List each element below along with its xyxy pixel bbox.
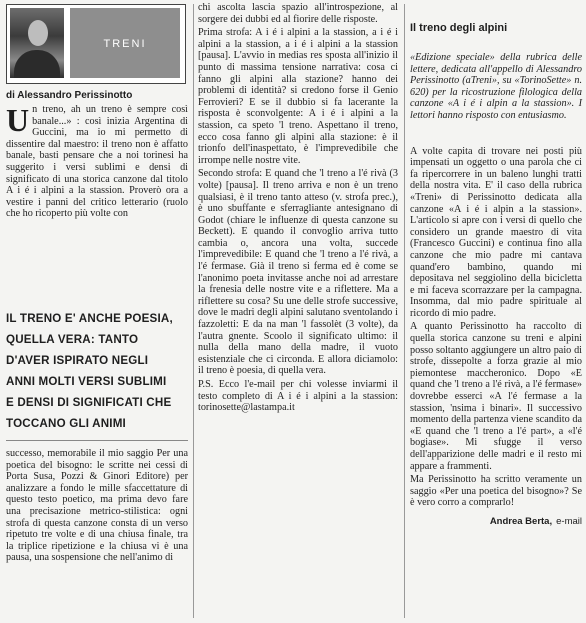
- letter-p1: A volte capita di trovare nei posti più impensati un oggetto o una parola che ci fa ripercorrere in un baleno lunghi tratti della nostra vita. E' il caso della rubrica «Treni» di Perissinotto dedicata alla canzone «A i é i alpin a la stassion». L'articolo si apre con i versi di quello che considero un grande maestro di vita (Francesco Guccini) e continua fino alla canzone che mio padre mi cantava quand'ero bambino, quando mi depositava nel seggiolino della bicicletta e mi faceva scorrazzare per la campagna. Insomma, dal mio padre spirituale al ricordo di mio padre.: [410, 145, 582, 319]
- pull-quote-line: ANNI MOLTI VERSI SUBLIMI: [6, 375, 167, 388]
- letters-title: Il treno degli alpini: [410, 22, 508, 34]
- col1-after-text: successo, memorabile il mio saggio Per una poetica del bisogno: le scritte nei cessi di Porta Susa, Pozzi & Ginori Editore) per analizzare a fondo le mille sfaccettature di questo testo poetico, ma prima devo fare una precisazione metrico-stilistica: ogni strofa di questa canzone consta di un verso ripetuto tre volte e di una chiusa finale, tra la triplice ripetizione e la chiusa vi è una pausa, una sospensione che nell'animo di: [6, 448, 188, 564]
- pull-quote-line: TOCCANO GLI ANIMI: [6, 417, 126, 430]
- pull-quote-line: D'AVER ISPIRATO NEGLI: [6, 354, 149, 367]
- author-photo: [10, 8, 64, 78]
- letter-signature-suffix: e-mail: [556, 515, 582, 527]
- col1-intro: [6, 104, 188, 222]
- col1-after: [6, 448, 188, 566]
- column-rule: [404, 4, 405, 618]
- col2-p1: chi ascolta lascia spazio all'introspezione, al sorgere dei dubbi ed al fiorire delle risposte.: [198, 2, 398, 25]
- byline: di Alessandro Perissinotto: [6, 90, 133, 101]
- letter-p3: Ma Perissinotto ha scritto veramente un saggio «Per una poetica del bisogno»? Se è vero corro a comprarlo!: [410, 474, 582, 509]
- author-shoulders: [14, 50, 60, 78]
- col2-p4: P.S. Ecco l'e-mail per chi volesse inviarmi il testo completo di A i é i alpini a la stassion: torinosette@lastampa.it: [198, 379, 398, 414]
- col3: [410, 22, 582, 529]
- col2-p2: Prima strofa: A i é i alpini a la stassion, a i é i alpini a la stassion, a i é i alpini a la stassion [pausa]. L'avvio in medias res sposta all'inizio il punto di massima tensione narrativa: cosa ci fanno gli alpini alla stazione? hanno dei problemi di identità? si credono forse il Genio Ferrovieri? E se il dubbio si fa lacerante la risposta è sconvolgente: A i é i alpini a la stassion, ca speto 'l treno. Aspettano il treno, ecco cosa fanno gli alpini alla stazione: è il trionfo dell'inaspettato, è l'imprevedibile che irrompe nelle nostre vite.: [198, 27, 398, 166]
- letter-p2: A quanto Perissinotto ha raccolto di quella storica canzone su treni e alpini posso soltanto aggiungere un altro paio di strofe, dissepolte a forza grazie al mio piemontese maccheronico. Dopo «E quand che 'l treno a l'é rivà, a l'é fermase» dovrebbe esserci «A l'é fermase a la stassion, 'nsima i binari». Il successivo momento della partenza viene scandito da «E quand che 'l treno a l'é part», a «l'é bogiase». Mi sfugge il verso dell'apparizione delle madri e il resto mi appare a frammenti.: [410, 321, 582, 472]
- pull-quote-line: QUELLA VERA: TANTO: [6, 333, 139, 346]
- drop-cap: U: [6, 102, 30, 138]
- letter-signature: Andrea Berta,: [489, 515, 553, 527]
- column-rule: [193, 4, 194, 618]
- rubric-title: TRENI: [103, 38, 147, 50]
- col2: [198, 2, 398, 416]
- pull-quote-line: IL TRENO E' ANCHE POESIA,: [6, 312, 173, 325]
- col2-p3: Secondo strofa: E quand che 'l treno a l'é rivà (3 volte) [pausa]. Il treno arriva e non è un treno qualsiasi, è il treno tanto atteso (v. strofa prec.), è uno sbuffante e sferragliante antesignano di Godot (chiare le influenze di questa canzone su Beckett). E quando il convoglio arriva tutto cambia o, ancora una volta, succede l'imprevedibile: E quand che 'l treno a l'é rivà, a l'é fermase. Già il treno si ferma ed è come se l'anonimo poeta invitasse anche noi ad arrestare la frenesia delle nostre vite e a riflettere. Ma a riflettere su cosa? Su une delle strofe successive, dove le madri degli alpini salutano sventolando i fazzoletti: E da na man 'l fassolèt (3 volte), da l'autra gnente. Scoolo il significato ultimo: il nulla della mano della madre, il vuoto esistenziale che ci circonda. E allora diciamolo: il treno è poesia, di quella vera.: [198, 168, 398, 377]
- rubric-band: [70, 8, 180, 78]
- letters-intro: «Edizione speciale» della rubrica delle lettere, dedicata all'appello di Alessandro Perissinotto (aTreni», su «TorinoSette» n. 620) per la ricostruzione filologica della canzone «A i é i alpin a la stassion». I lettori hanno risposto con entusiasmo.: [410, 52, 582, 121]
- pull-quote: [6, 308, 188, 441]
- col1-intro-text: n treno, ah un treno è sempre così banale...» : così inizia Argentina di Guccini, ma io mi permetto di dissentire dal maestro: il treno non è affatto banale, basti pensare che a noi torinesi ha suggerito i versi sublimi e densi di significato di una storica canzone dal titolo A i é i alpini a la stassion. Proverò ora a vestire i panni del critico letterario (ruolo che ho ricoperto più volte con: [6, 104, 188, 220]
- pull-quote-line: E DENSI DI SIGNIFICATI CHE: [6, 396, 172, 409]
- author-face: [28, 20, 48, 46]
